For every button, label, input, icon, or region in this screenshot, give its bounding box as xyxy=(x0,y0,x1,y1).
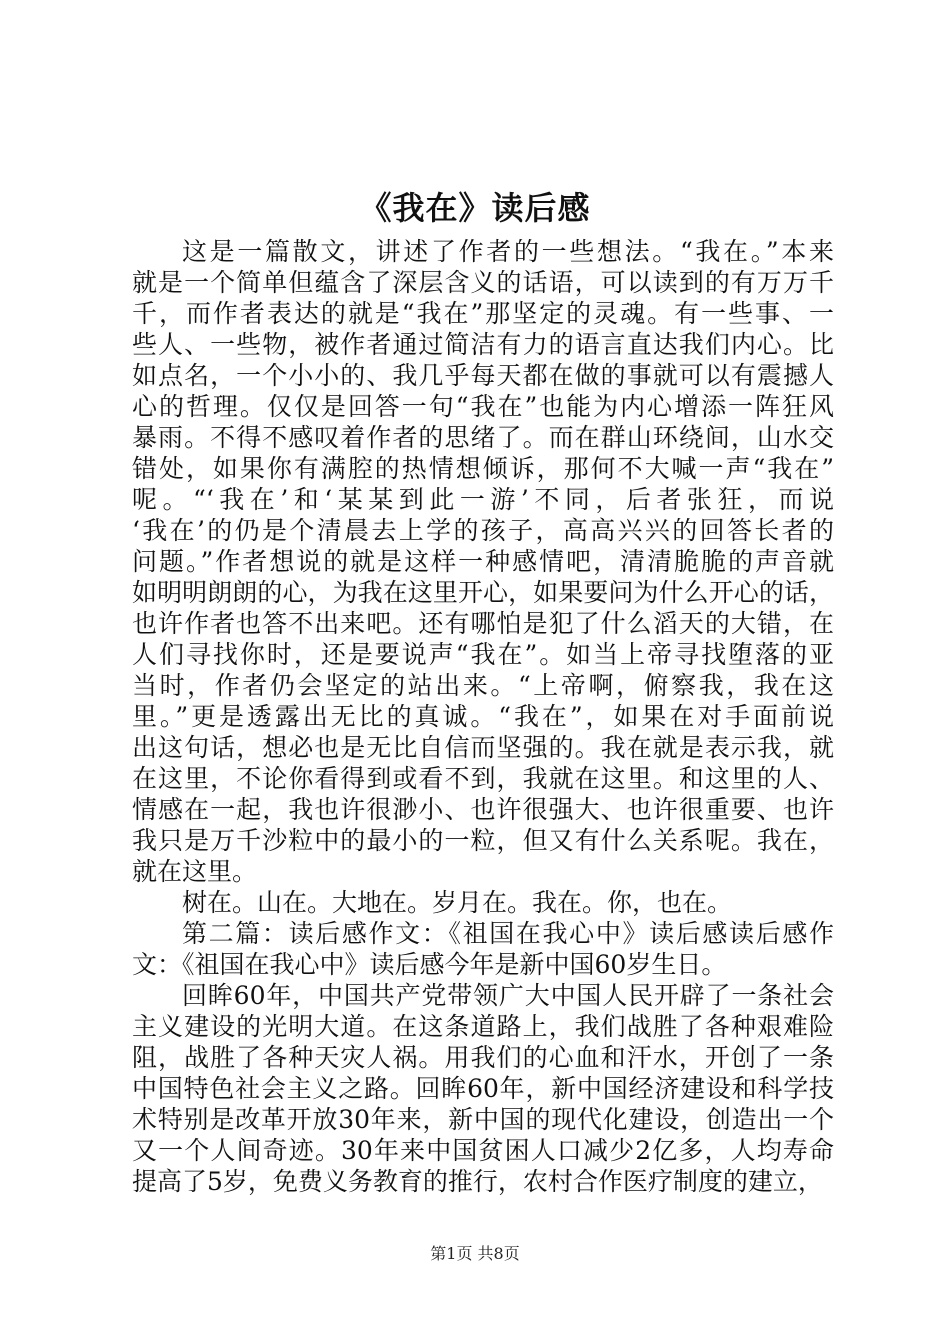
paragraph xyxy=(132,236,834,887)
text-line: 当时，作者仍会坚定的站出来。“上帝啊，俯察我，我在这 xyxy=(132,671,834,700)
text-line: 心的哲理。仅仅是回答一句“我在”也能为内心增添一阵狂风 xyxy=(132,392,834,421)
text-line: 术特别是改革开放30年来，新中国的现代化建设，创造出一个 xyxy=(132,1105,834,1134)
text-line: 呢。“‘我在’和‘某某到此一游’不同，后者张狂，而说 xyxy=(132,485,834,514)
text-line: 暴雨。不得不感叹着作者的思绪了。而在群山环绕间，山水交 xyxy=(132,423,834,452)
text-line: 又一个人间奇迹。30年来中国贫困人口减少2亿多，人均寿命 xyxy=(132,1136,834,1165)
text-line: 人们寻找你时，还是要说声“我在”。如当上帝寻找堕落的亚 xyxy=(132,640,834,669)
text-line: 问题。”作者想说的就是这样一种感情吧，清清脆脆的声音就 xyxy=(132,547,834,576)
document-body xyxy=(132,236,834,1197)
text-line: 中国特色社会主义之路。回眸60年，新中国经济建设和科学技 xyxy=(132,1074,834,1103)
text-line: 主义建设的光明大道。在这条道路上，我们战胜了各种艰难险 xyxy=(132,1012,834,1041)
document-title: 《我在》读后感 xyxy=(359,189,591,227)
text-line: 如点名，一个小小的、我几乎每天都在做的事就可以有震撼人 xyxy=(132,361,834,390)
text-line: 情感在一起，我也许很渺小、也许很强大、也许很重要、也许 xyxy=(132,795,834,824)
text-line: 提高了5岁，免费义务教育的推行，农村合作医疗制度的建立， xyxy=(132,1167,823,1196)
text-line: 阻，战胜了各种天灾人祸。用我们的心血和汗水，开创了一条 xyxy=(132,1043,834,1072)
paragraph xyxy=(132,918,834,980)
text-line: 如明明朗朗的心，为我在这里开心，如果要问为什么开心的话， xyxy=(132,578,834,607)
text-line: ‘我在’的仍是个清晨去上学的孩子，高高兴兴的回答长者的 xyxy=(132,516,834,545)
text-line: 就是一个简单但蕴含了深层含义的话语，可以读到的有万万千 xyxy=(132,268,834,297)
page-footer: 第1页 共8页 xyxy=(430,1244,520,1263)
text-line: 在这里，不论你看得到或看不到，我就在这里。和这里的人、 xyxy=(132,764,834,793)
text-line: 错处，如果你有满腔的热情想倾诉，那何不大喊一声“我在” xyxy=(132,454,834,483)
text-line: 也许作者也答不出来吧。还有哪怕是犯了什么滔天的大错，在 xyxy=(132,609,834,638)
text-line: 出这句话，想必也是无比自信而坚强的。我在就是表示我，就 xyxy=(132,733,834,762)
text-line: 些人、一些物，被作者通过简洁有力的语言直达我们内心。比 xyxy=(132,330,834,359)
text-line: 千，而作者表达的就是“我在”那坚定的灵魂。有一些事、一 xyxy=(132,299,834,328)
text-line: 树在。山在。大地在。岁月在。我在。你，也在。 xyxy=(182,888,733,917)
text-line: 里。”更是透露出无比的真诚。“我在”，如果在对手面前说 xyxy=(132,702,834,731)
paragraph xyxy=(132,887,834,918)
text-line: 我只是万千沙粒中的最小的一粒，但又有什么关系呢。我在， xyxy=(132,826,834,855)
text-line: 第二篇：读后感作文：《祖国在我心中》读后感读后感作 xyxy=(182,919,834,948)
paragraph xyxy=(132,980,834,1197)
text-line: 这是一篇散文，讲述了作者的一些想法。“我在。”本来 xyxy=(182,237,834,266)
text-line: 文：《祖国在我心中》读后感今年是新中国60岁生日。 xyxy=(132,950,727,979)
text-line: 就在这里。 xyxy=(132,857,258,886)
text-line: 回眸60年，中国共产党带领广大中国人民开辟了一条社会 xyxy=(182,981,834,1010)
